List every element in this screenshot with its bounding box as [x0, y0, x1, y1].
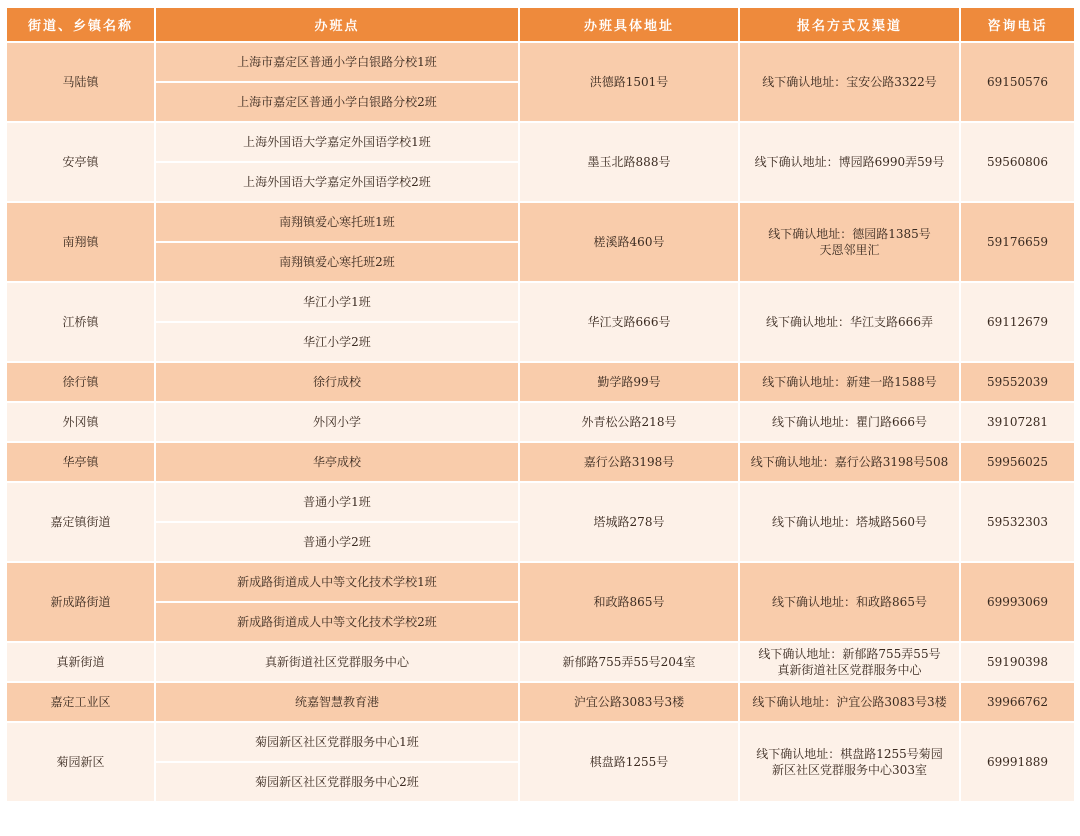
signup-line: 线下确认地址：新郁路755弄55号 — [758, 647, 941, 661]
address-cell: 华江支路666号 — [520, 283, 738, 361]
phone-cell: 39966762 — [961, 683, 1074, 721]
table-row — [7, 723, 1074, 761]
address-cell: 新郁路755弄55号204室 — [520, 643, 738, 681]
town-cell: 外冈镇 — [7, 403, 154, 441]
table-row — [7, 123, 1074, 161]
town-cell: 菊园新区 — [7, 723, 154, 801]
address-cell: 洪德路1501号 — [520, 43, 738, 121]
signup-cell — [740, 683, 959, 721]
phone-cell: 59560806 — [961, 123, 1074, 201]
signup-line: 线下确认地址：华江支路666弄 — [766, 315, 933, 329]
table-body — [7, 43, 1074, 801]
class-site-cell: 华江小学2班 — [156, 323, 518, 361]
table-row — [7, 203, 1074, 241]
signup-line: 线下确认地址：塔城路560号 — [772, 515, 927, 529]
class-site-cell: 菊园新区社区党群服务中心2班 — [156, 763, 518, 801]
header-phone: 咨询电话 — [961, 8, 1074, 41]
town-cell: 马陆镇 — [7, 43, 154, 121]
class-site-cell: 南翔镇爱心寒托班2班 — [156, 243, 518, 281]
table-row — [7, 283, 1074, 321]
phone-cell: 69991889 — [961, 723, 1074, 801]
enrollment-table — [5, 6, 1076, 803]
address-cell: 勤学路99号 — [520, 363, 738, 401]
table-row — [7, 363, 1074, 401]
signup-cell — [740, 203, 959, 281]
signup-cell — [740, 443, 959, 481]
signup-line: 线下确认地址：博园路6990弄59号 — [754, 155, 945, 169]
phone-cell: 69150576 — [961, 43, 1074, 121]
address-cell: 沪宜公路3083号3楼 — [520, 683, 738, 721]
town-cell: 嘉定镇街道 — [7, 483, 154, 561]
signup-line: 线下确认地址：棋盘路1255号菊园 — [756, 747, 943, 761]
signup-line: 线下确认地址：嘉行公路3198号508 — [750, 455, 949, 469]
signup-cell — [740, 563, 959, 641]
class-site-cell: 上海市嘉定区普通小学白银路分校2班 — [156, 83, 518, 121]
town-cell: 安亭镇 — [7, 123, 154, 201]
class-site-cell: 华江小学1班 — [156, 283, 518, 321]
phone-cell: 69993069 — [961, 563, 1074, 641]
table-row — [7, 43, 1074, 81]
class-site-cell: 统嘉智慧教育港 — [156, 683, 518, 721]
table-row — [7, 643, 1074, 681]
town-cell: 真新街道 — [7, 643, 154, 681]
class-site-cell: 南翔镇爱心寒托班1班 — [156, 203, 518, 241]
town-cell: 新成路街道 — [7, 563, 154, 641]
phone-cell: 69112679 — [961, 283, 1074, 361]
phone-cell: 59552039 — [961, 363, 1074, 401]
signup-cell — [740, 483, 959, 561]
header-town: 街道、乡镇名称 — [7, 8, 154, 41]
class-site-cell: 普通小学2班 — [156, 523, 518, 561]
address-cell: 嘉行公路3198号 — [520, 443, 738, 481]
address-cell: 槎溪路460号 — [520, 203, 738, 281]
class-site-cell: 上海外国语大学嘉定外国语学校1班 — [156, 123, 518, 161]
address-cell: 棋盘路1255号 — [520, 723, 738, 801]
phone-cell: 59956025 — [961, 443, 1074, 481]
table-row — [7, 443, 1074, 481]
class-site-cell: 新成路街道成人中等文化技术学校2班 — [156, 603, 518, 641]
header-row — [7, 8, 1074, 41]
header-address: 办班具体地址 — [520, 8, 738, 41]
phone-cell: 39107281 — [961, 403, 1074, 441]
class-site-cell: 上海市嘉定区普通小学白银路分校1班 — [156, 43, 518, 81]
signup-line: 线下确认地址：新建一路1588号 — [762, 375, 937, 389]
signup-cell — [740, 43, 959, 121]
signup-line: 线下确认地址：德园路1385号 — [768, 227, 931, 241]
phone-cell: 59190398 — [961, 643, 1074, 681]
class-site-cell: 华亭成校 — [156, 443, 518, 481]
class-site-cell: 上海外国语大学嘉定外国语学校2班 — [156, 163, 518, 201]
signup-line: 天恩邻里汇 — [819, 243, 880, 257]
table-row — [7, 483, 1074, 521]
class-site-cell: 徐行成校 — [156, 363, 518, 401]
town-cell: 华亭镇 — [7, 443, 154, 481]
signup-cell — [740, 283, 959, 361]
signup-cell — [740, 363, 959, 401]
phone-cell: 59532303 — [961, 483, 1074, 561]
address-cell: 外青松公路218号 — [520, 403, 738, 441]
signup-line: 真新街道社区党群服务中心 — [777, 663, 922, 677]
class-site-cell: 真新街道社区党群服务中心 — [156, 643, 518, 681]
table-row — [7, 683, 1074, 721]
signup-cell — [740, 403, 959, 441]
table-row — [7, 403, 1074, 441]
town-cell: 江桥镇 — [7, 283, 154, 361]
town-cell: 嘉定工业区 — [7, 683, 154, 721]
class-site-cell: 外冈小学 — [156, 403, 518, 441]
phone-cell: 59176659 — [961, 203, 1074, 281]
class-site-cell: 普通小学1班 — [156, 483, 518, 521]
signup-line: 线下确认地址：宝安公路3322号 — [762, 75, 937, 89]
address-cell: 和政路865号 — [520, 563, 738, 641]
class-site-cell: 菊园新区社区党群服务中心1班 — [156, 723, 518, 761]
town-cell: 徐行镇 — [7, 363, 154, 401]
signup-line: 新区社区党群服务中心303室 — [772, 763, 927, 777]
table-header — [7, 8, 1074, 41]
address-cell: 墨玉北路888号 — [520, 123, 738, 201]
class-site-cell: 新成路街道成人中等文化技术学校1班 — [156, 563, 518, 601]
header-signup: 报名方式及渠道 — [740, 8, 959, 41]
header-class-site: 办班点 — [156, 8, 518, 41]
signup-cell — [740, 123, 959, 201]
signup-line: 线下确认地址：沪宜公路3083号3楼 — [752, 695, 947, 709]
signup-line: 线下确认地址：瞿门路666号 — [772, 415, 927, 429]
town-cell: 南翔镇 — [7, 203, 154, 281]
signup-cell — [740, 723, 959, 801]
signup-cell — [740, 643, 959, 681]
signup-line: 线下确认地址：和政路865号 — [772, 595, 927, 609]
table-row — [7, 563, 1074, 601]
address-cell: 塔城路278号 — [520, 483, 738, 561]
